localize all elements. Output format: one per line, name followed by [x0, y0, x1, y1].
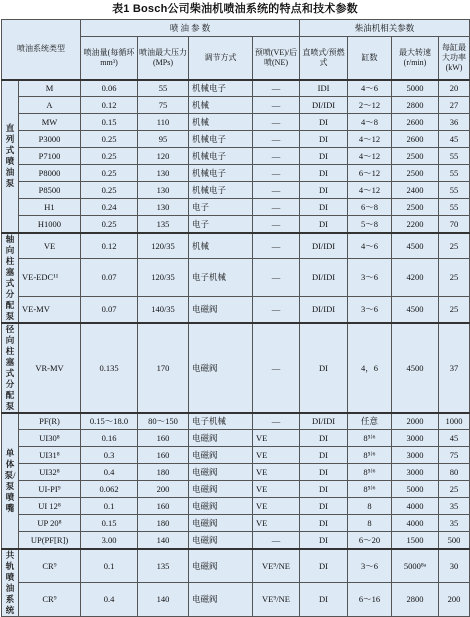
- header-injection-qty: 喷油量(每循环mm³): [81, 37, 138, 80]
- table-row: [2, 464, 470, 481]
- table-row: [2, 80, 470, 97]
- cell-speed: 2600: [392, 131, 439, 148]
- cell-speed: 5000: [392, 80, 439, 97]
- cell-power: 500: [439, 532, 470, 549]
- cell-cylinders: 4～6: [348, 233, 392, 259]
- cell-control: 机械: [189, 114, 253, 131]
- cell-valve: —: [253, 165, 300, 182]
- cell-pressure: 160: [138, 498, 189, 515]
- cell-power: 70: [439, 216, 470, 233]
- cell-control: 机械: [189, 97, 253, 114]
- cell-qty: 0.135: [81, 323, 138, 413]
- cell-method: DI/IDI: [300, 259, 348, 296]
- table-row: [2, 148, 470, 165]
- header-max-pressure: 喷油最大压力(MPs): [138, 37, 189, 80]
- cell-model: UI30⁸: [19, 430, 81, 447]
- cell-pressure: 140/35: [138, 296, 189, 322]
- cell-qty: 0.15～18.0: [81, 413, 138, 430]
- cell-power: 35: [439, 515, 470, 532]
- cell-qty: 0.25: [81, 148, 138, 165]
- cell-control: 机械电子: [189, 182, 253, 199]
- cell-speed: 3000: [392, 447, 439, 464]
- table-row: [2, 259, 470, 296]
- cell-pressure: 160: [138, 447, 189, 464]
- cell-pressure: 140: [138, 582, 189, 616]
- cell-control: 电磁阀: [189, 582, 253, 616]
- cell-qty: 0.25: [81, 165, 138, 182]
- cell-speed: 4500: [392, 323, 439, 413]
- cell-pressure: 140: [138, 532, 189, 549]
- cell-control: 机械: [189, 233, 253, 259]
- table-row: [2, 233, 470, 259]
- cell-method: DI: [300, 532, 348, 549]
- cell-valve: —: [253, 80, 300, 97]
- table-title: 表1 Bosch公司柴油机喷油系统的特点和技术参数: [112, 3, 358, 15]
- cell-valve: —: [253, 114, 300, 131]
- cell-qty: 0.15: [81, 114, 138, 131]
- table-row: [2, 413, 470, 430]
- cell-qty: 0.24: [81, 199, 138, 216]
- cell-control: 电磁阀: [189, 498, 253, 515]
- cell-control: 电子机械: [189, 413, 253, 430]
- cell-speed: 2800: [392, 582, 439, 616]
- cell-method: DI: [300, 148, 348, 165]
- cell-pressure: 120: [138, 148, 189, 165]
- table-row: [2, 515, 470, 532]
- cell-qty: 0.15: [81, 515, 138, 532]
- cell-qty: 0.4: [81, 464, 138, 481]
- cell-model: UI32⁸: [19, 464, 81, 481]
- cell-method: DI: [300, 515, 348, 532]
- cell-model: P8000: [19, 165, 81, 182]
- table-row: [2, 498, 470, 515]
- cell-control: 机械电子: [189, 165, 253, 182]
- table-row: [2, 447, 470, 464]
- cell-method: DI/IDI: [300, 413, 348, 430]
- cell-control: 电磁阀: [189, 323, 253, 413]
- cell-qty: 0.07: [81, 259, 138, 296]
- cell-power: 30: [439, 549, 470, 583]
- table-row: [2, 481, 470, 498]
- cell-pressure: 130: [138, 182, 189, 199]
- cell-model: UP 20⁸: [19, 515, 81, 532]
- cell-pressure: 135: [138, 216, 189, 233]
- cell-valve: —: [253, 233, 300, 259]
- cell-pressure: 80～150: [138, 413, 189, 430]
- cell-qty: 0.062: [81, 481, 138, 498]
- cell-model: VR-MV: [19, 323, 81, 413]
- cell-method: DI: [300, 481, 348, 498]
- cell-speed: 4000: [392, 515, 439, 532]
- cell-model: H1000: [19, 216, 81, 233]
- table-row: [2, 182, 470, 199]
- cell-pressure: 180: [138, 464, 189, 481]
- table-row: [2, 323, 470, 413]
- cell-power: 37: [439, 323, 470, 413]
- cell-qty: 0.25: [81, 216, 138, 233]
- cell-method: DI: [300, 131, 348, 148]
- cell-control: 电子: [189, 199, 253, 216]
- cell-speed: 5000⁸ᵃ: [392, 549, 439, 583]
- cell-valve: VE: [253, 464, 300, 481]
- table-row: [2, 199, 470, 216]
- group-label-axial: 轴向柱塞式分配泵: [2, 233, 19, 323]
- spec-table: [1, 19, 470, 617]
- cell-speed: 2800: [392, 97, 439, 114]
- cell-valve: —: [253, 413, 300, 430]
- cell-power: 27: [439, 97, 470, 114]
- cell-valve: —: [253, 323, 300, 413]
- cell-pressure: 180: [138, 515, 189, 532]
- cell-cylinders: 2～12: [348, 97, 392, 114]
- cell-method: DI: [300, 165, 348, 182]
- cell-speed: 4000: [392, 498, 439, 515]
- cell-control: 机械电子: [189, 131, 253, 148]
- table-row: [2, 532, 470, 549]
- cell-power: 55: [439, 165, 470, 182]
- cell-speed: 1500: [392, 532, 439, 549]
- table-row: [2, 582, 470, 616]
- cell-cylinders: 3～6: [348, 259, 392, 296]
- table-row: [2, 549, 470, 583]
- cell-method: DI: [300, 582, 348, 616]
- cell-power: 200: [439, 582, 470, 616]
- cell-control: 电子: [189, 216, 253, 233]
- cell-qty: 0.12: [81, 97, 138, 114]
- cell-model: P3000: [19, 131, 81, 148]
- cell-cylinders: 3～6: [348, 549, 392, 583]
- cell-qty: 0.06: [81, 80, 138, 97]
- cell-method: DI: [300, 447, 348, 464]
- cell-speed: 3000: [392, 464, 439, 481]
- cell-control: 电磁阀: [189, 447, 253, 464]
- cell-method: DI/IDI: [300, 97, 348, 114]
- cell-method: DI: [300, 430, 348, 447]
- cell-valve: VE⁹/NE: [253, 582, 300, 616]
- cell-cylinders: 4，6: [348, 323, 392, 413]
- cell-speed: 2500: [392, 165, 439, 182]
- cell-pressure: 95: [138, 131, 189, 148]
- cell-method: DI: [300, 549, 348, 583]
- cell-model: P8500: [19, 182, 81, 199]
- cell-power: 25: [439, 481, 470, 498]
- cell-cylinders: 4～12: [348, 148, 392, 165]
- cell-method: DI: [300, 323, 348, 413]
- cell-pressure: 160: [138, 430, 189, 447]
- cell-cylinders: 6～12: [348, 165, 392, 182]
- cell-power: 25: [439, 259, 470, 296]
- cell-model: A: [19, 97, 81, 114]
- cell-cylinders: 6～8: [348, 199, 392, 216]
- cell-power: 80: [439, 464, 470, 481]
- cell-speed: 2500: [392, 148, 439, 165]
- cell-model: H1: [19, 199, 81, 216]
- cell-pressure: 130: [138, 165, 189, 182]
- table-row: [2, 97, 470, 114]
- cell-valve: —: [253, 97, 300, 114]
- cell-cylinders: 5～8: [348, 216, 392, 233]
- cell-model: VE: [19, 233, 81, 259]
- cell-power: 36: [439, 114, 470, 131]
- cell-cylinders: 8⁵⁾⁶: [348, 447, 392, 464]
- cell-model: M: [19, 80, 81, 97]
- cell-qty: 0.25: [81, 182, 138, 199]
- cell-valve: —: [253, 182, 300, 199]
- cell-cylinders: 8⁵⁾⁶: [348, 464, 392, 481]
- cell-qty: 0.16: [81, 430, 138, 447]
- cell-speed: 2400: [392, 182, 439, 199]
- cell-pressure: 110: [138, 114, 189, 131]
- cell-cylinders: 8: [348, 498, 392, 515]
- cell-control: 电磁阀: [189, 430, 253, 447]
- table-row: [2, 131, 470, 148]
- cell-cylinders: 4～6: [348, 80, 392, 97]
- cell-pressure: 120/35: [138, 233, 189, 259]
- cell-pressure: 170: [138, 323, 189, 413]
- cell-model: UI31⁸: [19, 447, 81, 464]
- cell-valve: VE: [253, 498, 300, 515]
- cell-valve: VE: [253, 515, 300, 532]
- table-row: [2, 165, 470, 182]
- table-row: [2, 114, 470, 131]
- cell-model: CR⁹: [19, 549, 81, 583]
- cell-power: 55: [439, 148, 470, 165]
- header-row-1: [2, 20, 470, 37]
- cell-control: 电磁阀: [189, 296, 253, 322]
- cell-power: 45: [439, 131, 470, 148]
- cell-model: MW: [19, 114, 81, 131]
- cell-valve: —: [253, 216, 300, 233]
- cell-power: 1000: [439, 413, 470, 430]
- header-control: 调节方式: [189, 37, 253, 80]
- cell-control: 机械电子: [189, 148, 253, 165]
- cell-valve: —: [253, 532, 300, 549]
- cell-qty: 0.1: [81, 549, 138, 583]
- cell-valve: —: [253, 148, 300, 165]
- cell-speed: 2200: [392, 216, 439, 233]
- cell-qty: 0.4: [81, 582, 138, 616]
- cell-model: VE-EDC¹¹: [19, 259, 81, 296]
- cell-speed: 2500: [392, 199, 439, 216]
- cell-cylinders: 4～12: [348, 131, 392, 148]
- table-row: [2, 296, 470, 322]
- group-label-radial: 径向柱塞式分配泵: [2, 323, 19, 413]
- cell-cylinders: 6～20: [348, 532, 392, 549]
- table-row: [2, 216, 470, 233]
- cell-qty: 0.1: [81, 498, 138, 515]
- cell-control: 电子机械: [189, 259, 253, 296]
- cell-control: 电磁阀: [189, 515, 253, 532]
- cell-valve: VE: [253, 447, 300, 464]
- cell-valve: VE⁹/NE: [253, 549, 300, 583]
- cell-pressure: 130: [138, 199, 189, 216]
- header-max-power: 每缸最大功率(kW): [439, 37, 470, 80]
- cell-control: 机械电子: [189, 80, 253, 97]
- cell-cylinders: 任意: [348, 413, 392, 430]
- cell-cylinders: 4～8: [348, 114, 392, 131]
- cell-model: P7100: [19, 148, 81, 165]
- cell-cylinders: 8⁵⁾⁶: [348, 430, 392, 447]
- cell-cylinders: 3～6: [348, 296, 392, 322]
- cell-pressure: 75: [138, 97, 189, 114]
- cell-method: DI: [300, 114, 348, 131]
- cell-power: 35: [439, 498, 470, 515]
- header-cylinders: 缸数: [348, 37, 392, 80]
- header-injection-method: 直喷式/预燃式: [300, 37, 348, 80]
- cell-valve: —: [253, 296, 300, 322]
- cell-model: UP(PF[R]): [19, 532, 81, 549]
- cell-valve: —: [253, 259, 300, 296]
- cell-method: IDI: [300, 80, 348, 97]
- cell-qty: 0.25: [81, 131, 138, 148]
- header-system-type: 喷油系统类型: [2, 20, 81, 80]
- group-label-common-rail: 共轨喷油系统: [2, 549, 19, 617]
- cell-speed: 5000: [392, 481, 439, 498]
- cell-model: UI 12⁸: [19, 498, 81, 515]
- cell-speed: 4200: [392, 259, 439, 296]
- cell-valve: —: [253, 199, 300, 216]
- cell-method: DI/IDI: [300, 233, 348, 259]
- table-row: [2, 430, 470, 447]
- cell-pressure: 135: [138, 549, 189, 583]
- cell-model: PF(R): [19, 413, 81, 430]
- cell-method: DI: [300, 216, 348, 233]
- cell-method: DI/IDI: [300, 296, 348, 322]
- cell-qty: 0.07: [81, 296, 138, 322]
- cell-method: DI: [300, 464, 348, 481]
- cell-power: 25: [439, 233, 470, 259]
- cell-control: 电磁阀: [189, 481, 253, 498]
- cell-power: 55: [439, 199, 470, 216]
- cell-speed: 3000: [392, 430, 439, 447]
- cell-valve: VE: [253, 430, 300, 447]
- cell-speed: 2000: [392, 413, 439, 430]
- cell-valve: VE: [253, 481, 300, 498]
- cell-cylinders: 8⁵⁾⁶: [348, 481, 392, 498]
- cell-qty: 0.12: [81, 233, 138, 259]
- cell-valve: —: [253, 131, 300, 148]
- cell-speed: 4500: [392, 296, 439, 322]
- cell-control: 电磁阀: [189, 464, 253, 481]
- cell-model: CR⁹: [19, 582, 81, 616]
- cell-qty: 3.00: [81, 532, 138, 549]
- header-valve: 预喷(VE)/后喷(NE): [253, 37, 300, 80]
- cell-cylinders: 4～12: [348, 182, 392, 199]
- cell-method: DI: [300, 498, 348, 515]
- cell-method: DI: [300, 199, 348, 216]
- cell-pressure: 55: [138, 80, 189, 97]
- cell-qty: 0.3: [81, 447, 138, 464]
- cell-model: VE-MV: [19, 296, 81, 322]
- cell-pressure: 120/35: [138, 259, 189, 296]
- cell-power: 20: [439, 80, 470, 97]
- header-engine-params: 柴油机相关参数: [300, 20, 470, 37]
- cell-power: 75: [439, 447, 470, 464]
- cell-method: DI: [300, 182, 348, 199]
- cell-control: 电磁阀: [189, 532, 253, 549]
- header-injection-params: 喷 油 参 数: [81, 20, 300, 37]
- cell-model: UI-PI⁹: [19, 481, 81, 498]
- group-label-unit: 单体泵/泵喷嘴: [2, 413, 19, 549]
- cell-speed: 2600: [392, 114, 439, 131]
- cell-speed: 4500: [392, 233, 439, 259]
- cell-cylinders: 6～16: [348, 582, 392, 616]
- header-max-speed: 最大转速(r/min): [392, 37, 439, 80]
- cell-power: 25: [439, 296, 470, 322]
- cell-cylinders: 8: [348, 515, 392, 532]
- cell-pressure: 200: [138, 481, 189, 498]
- group-label-inline: 直列式喷油泵: [2, 80, 19, 233]
- cell-power: 55: [439, 182, 470, 199]
- cell-control: 电磁阀: [189, 549, 253, 583]
- cell-power: 45: [439, 430, 470, 447]
